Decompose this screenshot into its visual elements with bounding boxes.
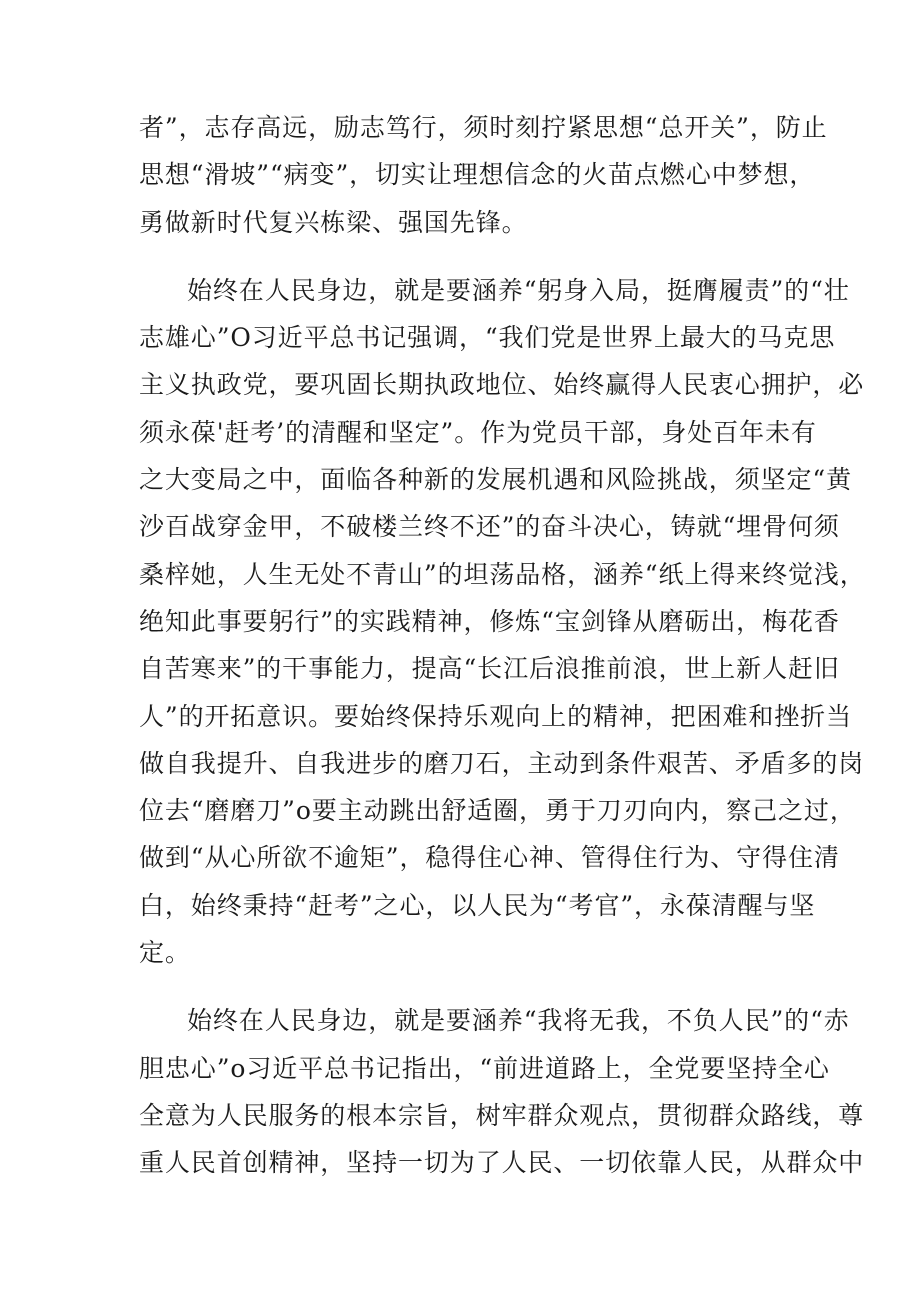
text-line: 须永葆'赶考’的清醒和坚定”。作为党员干部，身处百年未有 xyxy=(139,417,817,447)
body-text xyxy=(139,104,866,1208)
text-line: 沙百战穿金甲，不破楼兰终不还”的奋斗决心，铸就“埋骨何须 xyxy=(139,512,840,542)
text-line: 绝知此事要躬行”的实践精神，修炼“宝剑锋从磨砺出，梅花香 xyxy=(139,606,840,636)
text-line: 自苦寒来”的干事能力，提高“长江后浪推前浪，世上新人赶旧 xyxy=(139,654,840,684)
text-line: 志雄心”O习近平总书记强调，“我们党是世界上最大的马克思 xyxy=(139,323,836,353)
text-line: 重人民首创精神，坚持一切为了人民、一切依靠人民，从群众中 xyxy=(139,1148,865,1178)
text-line: 定。 xyxy=(139,938,191,968)
text-line: 者”，志存高远，励志笃行，须时刻拧紧思想“总开关”，防止 xyxy=(139,113,828,142)
text-line: 之大变局之中，面临各种新的发展机遇和风险挑战，须坚定“黄 xyxy=(139,465,852,495)
paragraph-3 xyxy=(139,997,865,1186)
text-line: 胆忠心”o习近平总书记指出，“前进道路上，全党要坚持全心 xyxy=(139,1053,830,1083)
text-line: 思想“滑坡”“病变”，切实让理想信念的火苗点燃心中梦想， xyxy=(139,160,816,190)
text-line: 始终在人民身边，就是要涵养“躬身入局，挺膺履责”的“壮 xyxy=(187,275,850,305)
text-line: 白，始终秉持“赶考”之心，以人民为“考官”，永葆清醒与坚 xyxy=(139,890,816,920)
paragraph-1 xyxy=(139,104,828,246)
text-line: 全意为人民服务的根本宗旨，树牢群众观点，贯彻群众路线，尊 xyxy=(139,1100,865,1130)
text-line: 勇做新时代复兴栋梁、强国先锋。 xyxy=(139,207,528,237)
paragraph-2 xyxy=(139,267,866,976)
text-line: 做到“从心所欲不逾矩”，稳得住心神、管得住行为、守得住清 xyxy=(139,843,840,873)
text-line: 主义执政党，要巩固长期执政地位、始终赢得人民衷心拥护，必 xyxy=(139,370,865,400)
text-line: 做自我提升、自我进步的磨刀石，主动到条件艰苦、矛盾多的岗 xyxy=(139,748,865,778)
text-line: 桑梓她，人生无处不青山”的坦荡品格，涵养“纸上得来终觉浅， xyxy=(139,559,866,589)
text-line: 位去“磨磨刀”o要主动跳出舒适圈，勇于刀刃向内，察己之过， xyxy=(139,796,856,826)
text-line: 始终在人民身边，就是要涵养“我将无我，不负人民”的“赤 xyxy=(187,1006,850,1036)
text-line: 人”的开拓意识。要始终保持乐观向上的精神，把困难和挫折当 xyxy=(139,701,852,731)
